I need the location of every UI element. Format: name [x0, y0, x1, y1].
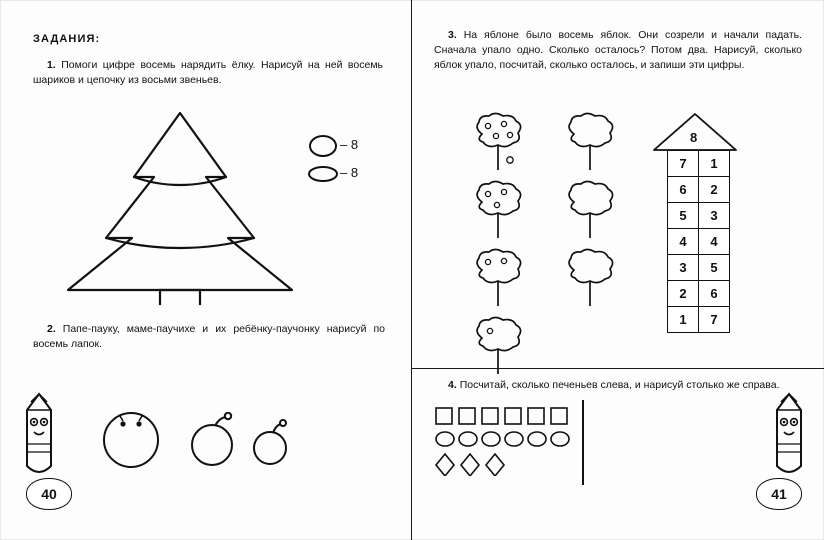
apple-tree-5 [470, 248, 528, 310]
number-pyramid-table [667, 150, 730, 333]
spider-baby-drawing [248, 418, 296, 468]
table-row [668, 177, 730, 203]
right-page [412, 0, 824, 540]
fir-tree-drawing [30, 105, 330, 305]
apple-tree-4 [562, 180, 620, 242]
apple-tree-3 [470, 180, 528, 242]
task-1-text [33, 58, 383, 88]
task-3-text [434, 28, 802, 73]
cookies-divider-line [582, 400, 584, 485]
table-row [668, 229, 730, 255]
pyramid-cell: 4 [699, 229, 730, 255]
cookies-shapes-group [434, 406, 604, 476]
page-number-right: 41 [756, 478, 802, 510]
pyramid-cell: 3 [668, 255, 699, 281]
task-3-number: 3. [448, 29, 457, 41]
task-4-number: 4. [448, 379, 457, 391]
pyramid-cell: 6 [668, 177, 699, 203]
table-row [668, 281, 730, 307]
table-row [668, 255, 730, 281]
task-2-number: 2. [47, 323, 56, 335]
pyramid-cell: 2 [668, 281, 699, 307]
apple-tree-2 [562, 112, 620, 174]
page-number-left: 40 [26, 478, 72, 510]
task-1-number: 1. [47, 59, 56, 71]
apple-tree-6 [562, 248, 620, 310]
pencil-character-left [22, 392, 56, 480]
pencil-character-right [772, 392, 806, 480]
legend-circle-count: – 8 [340, 137, 359, 152]
pyramid-cell: 3 [699, 203, 730, 229]
pyramid-cell: 6 [699, 281, 730, 307]
task-4-body: Посчитай, сколько печеньев слева, и нарисуй столько же справа. [459, 379, 780, 391]
table-row [668, 151, 730, 177]
pyramid-cell: 2 [699, 177, 730, 203]
task-2-body: Папе-пауку, маме-паучихе и их ребёнку-паучонку нарисуй по восемь лапок. [33, 323, 386, 350]
pyramid-cell: 7 [668, 151, 699, 177]
pyramid-top-value: 8 [690, 130, 698, 145]
task-1-body: Помоги цифре восемь нарядить ёлку. Нарисуй на ней восемь шариков и цепочку из восьми звеньев. [33, 59, 384, 86]
pyramid-cell: 5 [668, 203, 699, 229]
legend-shapes [305, 134, 345, 186]
pyramid-cell: 7 [699, 307, 730, 333]
section-divider [412, 368, 824, 369]
task-4-text [434, 378, 802, 393]
fallen-apple [504, 154, 516, 166]
legend-oval-count: – 8 [340, 165, 359, 180]
table-row [668, 307, 730, 333]
pyramid-cell: 1 [699, 151, 730, 177]
spider-mama-drawing [185, 412, 243, 470]
pyramid-cell: 4 [668, 229, 699, 255]
pyramid-cell: 5 [699, 255, 730, 281]
table-row [668, 203, 730, 229]
task-3-body: На яблоне было восемь яблок. Они созрели и начали падать. Сначала упало одно. Сколько осталось? Потом два. Нарисуй, сколько яблок упало, посчитай, сколько осталось, и запиши эти цифры. [434, 29, 803, 71]
pyramid-cell: 1 [668, 307, 699, 333]
spider-papa-drawing [95, 398, 167, 470]
apple-tree-1 [470, 112, 528, 174]
task-2-text [33, 322, 385, 352]
tasks-header: ЗАДАНИЯ: [33, 33, 101, 45]
